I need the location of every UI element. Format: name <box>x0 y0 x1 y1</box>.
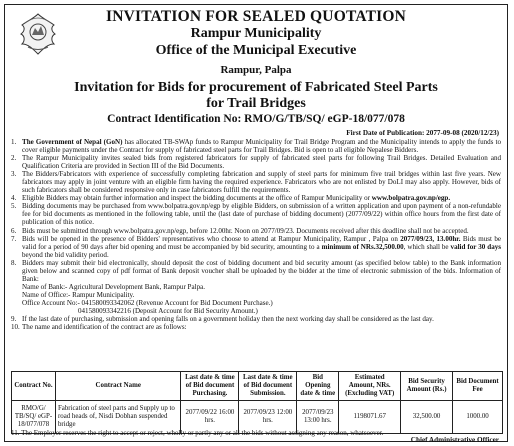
cell-purchase-deadline: 2077/09/22 16:00 hrs. <box>181 401 239 434</box>
clause-4: 4. Eligible Bidders may obtain further information and inspect the bidding documents at the office of Rampur Municipality or www.bolpatra.gov.np/egp. <box>11 194 451 203</box>
clause-3: 3. The Bidders/Fabricators with experience of successfully completing fabrication and supply of steel parts for minimum five trail bridges within last five years. New fabricators may apply in joint venture with an eligible firm having the required experience. Fabricators who are not enlisted by DoLI may also apply. However, bids of such fabricators shall be considered responsive only in case fabricators fulfill the requirements. <box>11 170 501 195</box>
bank-account-deposit: 041580093342216 (Deposit Account for Bid Security Amount.) <box>78 306 258 315</box>
table-header-row <box>12 372 503 401</box>
col-document-fee: Bid Document Fee <box>453 372 503 401</box>
municipality-name: Rampur Municipality <box>190 26 322 41</box>
cell-document-fee: 1000.00 <box>453 401 503 434</box>
clause-9: 9. If the last date of purchasing, submission and opening falls on a government holiday then the next working day shall be considered as the last day. <box>11 315 434 324</box>
egp-link[interactable]: www.bolpatra.gov.np/egp. <box>371 194 451 203</box>
col-bid-security: Bid Security Amount (Rs.) <box>401 372 453 401</box>
publication-date: First Date of Publication: 2077-09-08 (2020/12/23) <box>346 129 499 137</box>
clause-5: 5. Bidding documents may be purchased from www.bolpatra.gov.np/egp by eligible Bidders, on submission of a written application and upon payment of a non-refundable fee for bid documents as mentioned in the following table, until the (last date of purchase of bidding document) (2077/09/22) within office hours from the first date of publication of this notice. <box>11 202 501 227</box>
col-contract-no: Contract No. <box>12 372 56 401</box>
col-submission-deadline: Last date & time of Bid document Submission. <box>239 372 297 401</box>
notice-body <box>11 138 501 331</box>
bank-office: Name of Office:- Rampur Municipality. <box>22 290 135 299</box>
invitation-heading-cont: for Trail Bridges <box>206 96 306 111</box>
cell-bid-security: 32,500.00 <box>401 401 453 434</box>
contract-identification: Contract Identification No: RMO/G/TB/SQ/ eGP-18/077/078 <box>107 113 405 125</box>
clause-11: 11. The Employer reserves the right to accept or reject, wholly or partly any or all the bids without assigning any reason, whatsoever. <box>11 429 384 437</box>
office-location: Rampur, Palpa <box>220 64 292 76</box>
office-name: Office of the Municipal Executive <box>155 43 357 58</box>
invitation-heading: Invitation for Bids for procurement of Fabricated Steel Parts <box>74 80 438 95</box>
contract-table <box>11 371 503 434</box>
clause-1: 1. The Government of Nepal (GoN) has allocated TB-SWAp funds to Rampur Municipality for Trail Bridge Program and the Municipality intends to apply the funds to cover eligible payments under the Contract for supply of fabricated steel parts for Trail Bridges. Bid is open to all eligible Nepalese Bidders. <box>11 138 501 155</box>
clause-7: 7. Bids will be opened in the presence of Bidders' representatives who choose to attend at Rampur Municipality, Rampur , Palpa on 2077/09/23, 13.00hr. Bids must be valid for a period of 90 days after bid opening and must be accompanied by bid security, amounting to a minimum of NRs.32,500.00, which shall be valid for 30 days beyond the bid validity period. <box>11 234 501 259</box>
bank-name: Name of Bank:- Agricultural Development Bank, Rampur Palpa. <box>22 282 205 291</box>
clause-10: 10. The name and identification of the contract are as follows: <box>11 323 187 332</box>
col-contract-name: Contract Name <box>55 372 181 401</box>
cell-contract-no: RMO/G/ TB/SQ/ eGP-18/077/078 <box>12 401 56 434</box>
col-estimated-amount: Estimated Amount, NRs. (Excluding VAT) <box>339 372 401 401</box>
cell-submission-deadline: 2077/09/23 12:00 hrs. <box>239 401 297 434</box>
notice-page <box>4 4 508 442</box>
clause-2: 2. The Rampur Municipality invites sealed bids from registered fabricators for supply of fabricated steel parts for following Trail Bridges. Detailed Evaluation and Qualification Criteria are provided in Section III of the Bid Documents. <box>11 154 501 171</box>
bank-account-revenue: Office Account No:- 041580093342062 (Revenue Account for Bid Document Purchase.) <box>22 298 273 307</box>
cell-contract-name: Fabrication of steel parts and Supply up to road heads of, Nisdi Dobhan suspended bridge <box>55 401 181 434</box>
cell-opening-date: 2077/09/23 13:00 hrs. <box>297 401 339 434</box>
notice-title: INVITATION FOR SEALED QUOTATION <box>105 8 407 25</box>
cell-estimated-amount: 1198071.67 <box>339 401 401 434</box>
clause-6: 6. Bids must be submitted through www.bolpatra.gov.np/egp, before 12.00hr. Noon on 2077/09/23. Documents received after this deadline shall not be accepted. <box>11 226 469 235</box>
col-opening-date: Bid Opening date & time <box>297 372 339 401</box>
clause-8: 8. Bidders may submit their bid electronically, should deposit the cost of bidding document and bid security amount (as specified below table) to the Bank information given below and scanned copy of pdf format of Bank deposit voucher shall be uploaded by the bidder at the time of electronic submission of the bids. Information of Bank: <box>11 258 501 283</box>
col-purchase-deadline: Last date & time of Bid document Purchasing. <box>181 372 239 401</box>
signature: Chief Administrative Officer <box>410 436 499 444</box>
